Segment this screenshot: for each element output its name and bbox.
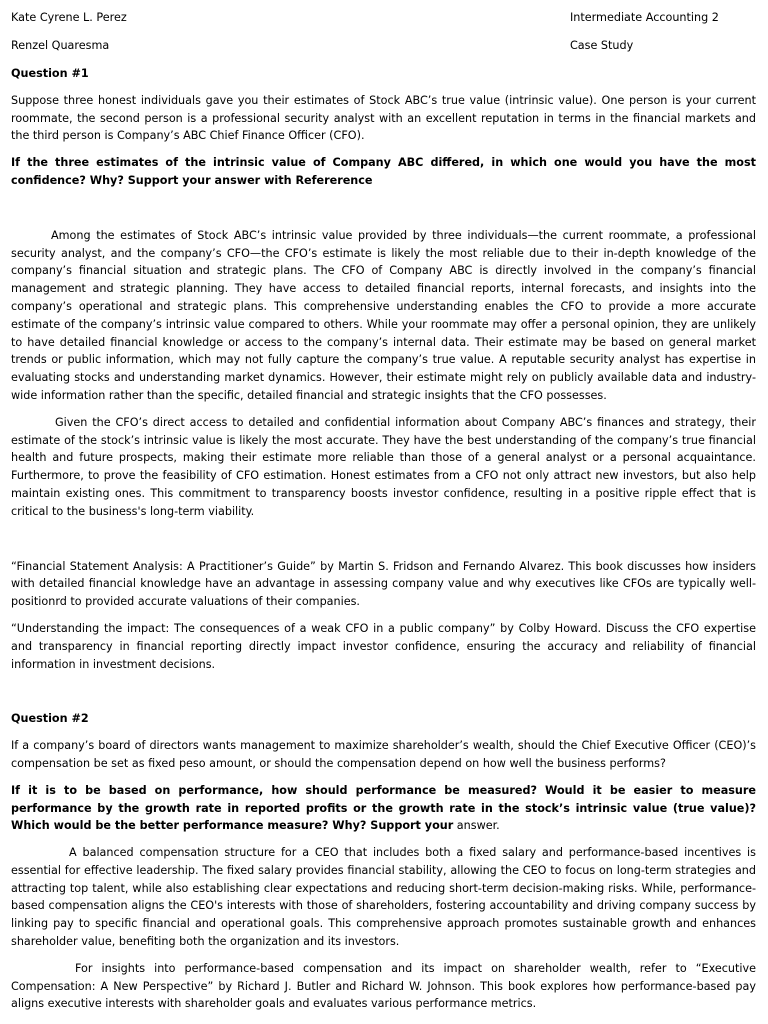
question-2-title: Question #2 [11,712,89,726]
document-type: Case Study [570,39,634,52]
question-2-scenario: If a company’s board of directors wants management to maximize shareholder’s wealth, should the Chief Executive Officer (CEO)’s compensation be set as fixed peso amount, or should the compensation depend on how well the business performs? [11,739,756,770]
question-1-prompt: If the three estimates of the intrinsic value of Company ABC differed, in which one would you have the most confidence? Why? Support your answer with Refererence [11,156,756,187]
question-2-prompt [11,782,756,835]
question-1-answer-paragraph-1: Among the estimates of Stock ABC’s intrinsic value provided by three individuals—the current roommate, a professional security analyst, and the company’s CFO—the CFO’s estimate is likely the most reliable due to their in-depth knowledge of the company’s financial situation and strategic plans. The CFO of Company ABC is directly involved in the company’s financial management and strategic planning. They have access to detailed financial reports, internal forecasts, and insights into the company’s operational and strategic plans. This comprehensive understanding enables the CFO to provide a more accurate estimate of the company’s intrinsic value compared to others. While your roommate may offer a personal opinion, they are unlikely to have detailed financial knowledge or access to the company’s internal data. Their estimate may be based on general market trends or public information, which may not fully capture the company’s true value. A reputable security analyst has expertise in evaluating stocks and understanding market dynamics. However, their estimate might rely on publicly available data and industry-wide information rather than the specific, detailed financial and strategic insights that the CFO possesses. [11,228,756,402]
question-1-reference-2: “Understanding the impact: The consequences of a weak CFO in a public company” by Colby Howard. Discuss the CFO expertise and transparency in financial reporting directly impact investor confidence, ensuring the accuracy and reliability of financial information in investment decisions. [11,621,756,671]
header-row-1 [11,0,756,27]
author-name-2: Renzel Quaresma [11,39,110,52]
question-1-answer-paragraph-2: Given the CFO’s direct access to detailed and confidential information about Company ABC’s finances and strategy, their estimate of the stock’s intrinsic value is likely the most accurate. They have the best understanding of the company’s true financial health and future prospects, making their estimate more reliable than those of a general analyst or a personal acquaintance. Furthermore, to prove the feasibility of CFO estimation. Honest estimates from a CFO not only attract new investors, but also help maintain existing ones. This commitment to transparency boosts investor confidence, resulting in a positive ripple effect that is critical to the business's long-term viability. [11,415,756,518]
question-1-title: Question #1 [11,67,89,80]
question-2-prompt-bold: If it is to be based on performance, how should performance be measured? Would it be easier to measure performance by the growth rate in reported profits or the growth rate in the stock’s intrinsic value (true value)? Which would be the better performance measure? Why? Support your [11,783,756,833]
question-2-answer-paragraph-1: A balanced compensation structure for a CEO that includes both a fixed salary and performance-based incentives is essential for effective leadership. The fixed salary provides financial stability, allowing the CEO to focus on long-term strategies and attracting top talent, while also establishing clear expectations and reducing short-term decision-making risks. While, performance-based compensation aligns the CEO's interests with those of shareholders, fostering accountability and driving company success by linking pay to specific financial and operational goals. This comprehensive approach promotes sustainable growth and enhances shareholder value, benefiting both the organization and its investors. [11,846,756,949]
author-name-1: Kate Cyrene L. Perez [11,11,127,24]
course-name: Intermediate Accounting 2 [570,11,719,24]
question-1-scenario: Suppose three honest individuals gave you their estimates of Stock ABC’s true value (intrinsic value). One person is your current roommate, the second person is a professional security analyst with an excellent reputation in terms in the financial markets and the third person is Company’s ABC Chief Finance Officer (CFO). [11,93,756,143]
question-2-prompt-tail: answer. [453,819,500,833]
question-1-reference-1: “Financial Statement Analysis: A Practitioner’s Guide” by Martin S. Fridson and Fernando Alvarez. This book discusses how insiders with detailed financial knowledge have an advantage in assessing company value and why executives like CFOs are typically well-positionrd to provided accurate valuations of their companies. [11,559,756,609]
header-row-2 [11,37,756,55]
question-2-answer-paragraph-2: For insights into performance-based compensation and its impact on shareholder wealth, refer to “Executive Compensation: A New Perspective” by Richard J. Butler and Richard W. Johnson. This book explores how performance-based pay aligns executive interests with shareholder goals and evaluates various performance metrics. [11,961,756,1011]
